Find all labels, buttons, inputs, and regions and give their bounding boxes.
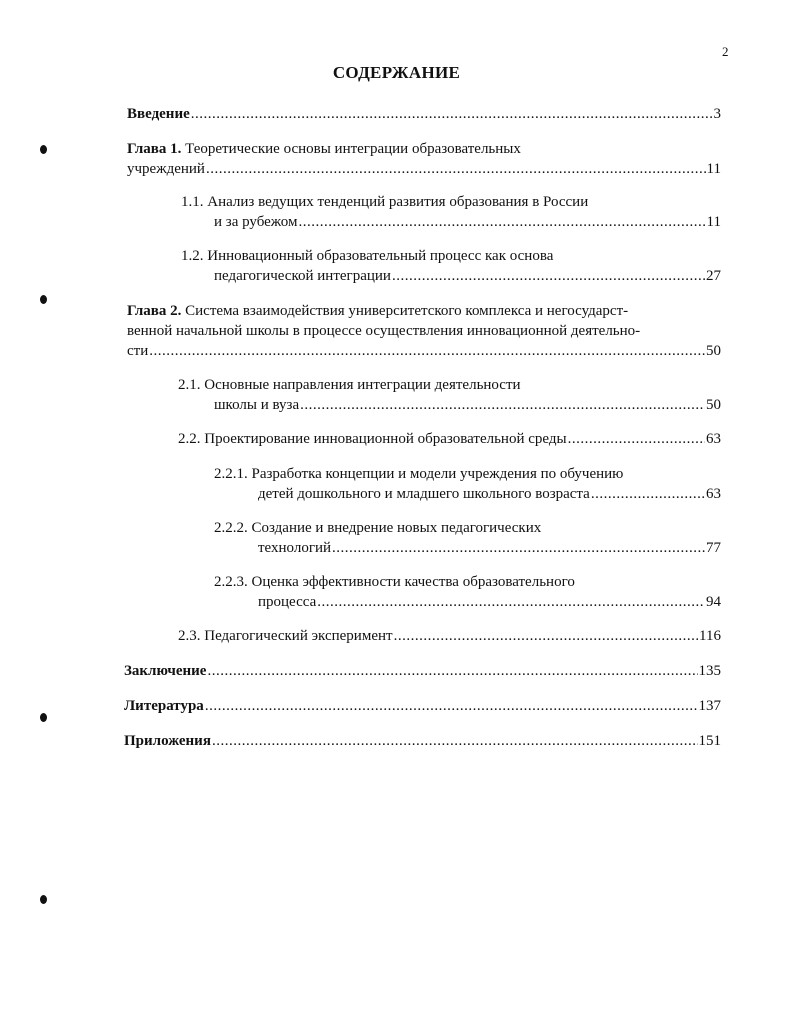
binding-hole-4 [40, 895, 47, 904]
section-2-2-3-page: 94 [706, 594, 721, 610]
section-1-1-line1: 1.1. Анализ ведущих тенденций развития образования в России [181, 194, 589, 210]
section-1-1-line2: и за рубежом [214, 214, 298, 230]
chapter-1-title-line2: учреждений [127, 161, 205, 177]
literature-page: 137 [698, 698, 721, 714]
chapter-1-page: 11 [706, 161, 721, 177]
section-2-2-2-line1: 2.2.2. Создание и внедрение новых педагогических [214, 520, 542, 536]
section-2-1-line2: школы и вуза [214, 397, 300, 413]
toc-intro-label: Введение [127, 106, 190, 122]
section-2-2-title: 2.2. Проектирование инновационной образовательной среды [178, 431, 567, 447]
conclusion-label: Заключение [124, 663, 207, 679]
conclusion-page: 135 [698, 663, 721, 679]
chapter-1-title-line1: Теоретические основы интеграции образовательных [181, 141, 521, 157]
leader-dots [212, 731, 698, 751]
section-2-2-1-line2: детей дошкольного и младшего школьного возраста [258, 486, 590, 502]
chapter-2-title-line1: Система взаимодействия университетского комплекса и негосударст- [181, 303, 629, 319]
section-2-2-2-line2: технологий [258, 540, 332, 556]
section-1-1-page: 11 [706, 214, 721, 230]
leader-dots [317, 592, 705, 612]
appendices-label: Приложения [124, 733, 211, 749]
toc-section-2-3[interactable] [178, 626, 721, 646]
leader-dots [332, 538, 705, 558]
literature-label: Литература [124, 698, 204, 714]
toc-section-2-2-2[interactable] [214, 518, 721, 558]
toc-section-1-2[interactable] [181, 246, 721, 286]
toc-conclusion[interactable] [124, 661, 721, 681]
section-1-2-line1: 1.2. Инновационный образовательный процесс как основа [181, 248, 554, 264]
toc-section-2-2-3[interactable] [214, 572, 721, 612]
section-2-2-3-line2: процесса [258, 594, 317, 610]
chapter-2-label: Глава 2. [127, 303, 182, 319]
section-2-2-1-line1: 2.2.1. Разработка концепции и модели учреждения по обучению [214, 466, 624, 482]
toc-intro-page: 3 [713, 106, 721, 122]
section-2-1-line1: 2.1. Основные направления интеграции деятельности [178, 377, 521, 393]
leader-dots [191, 104, 713, 124]
section-1-2-page: 27 [706, 268, 721, 284]
section-2-1-page: 50 [706, 397, 721, 413]
toc-chapter-1[interactable] [127, 139, 721, 179]
leader-dots [300, 395, 705, 415]
toc-section-1-1[interactable] [181, 192, 721, 232]
leader-dots [394, 626, 698, 646]
leader-dots [392, 266, 705, 286]
binding-hole-3 [40, 713, 47, 722]
leader-dots [568, 429, 705, 449]
leader-dots [591, 484, 705, 504]
section-2-2-3-line1: 2.2.3. Оценка эффективности качества образовательного [214, 574, 575, 590]
section-2-3-page: 116 [699, 628, 721, 644]
section-2-2-page: 63 [706, 431, 721, 447]
leader-dots [206, 159, 706, 179]
toc-chapter-2[interactable] [127, 301, 721, 361]
page-number: 2 [722, 44, 729, 59]
leader-dots [207, 661, 697, 681]
section-2-2-2-page: 77 [706, 540, 721, 556]
leader-dots [149, 341, 705, 361]
toc-intro[interactable] [127, 104, 721, 124]
chapter-2-page: 50 [706, 343, 721, 359]
toc-section-2-2[interactable] [178, 429, 721, 449]
toc-literature[interactable] [124, 696, 721, 716]
binding-hole-2 [40, 295, 47, 304]
leader-dots [299, 212, 706, 232]
toc-section-2-1[interactable] [178, 375, 721, 415]
leader-dots [205, 696, 698, 716]
appendices-page: 151 [698, 733, 721, 749]
page-title: СОДЕРЖАНИЕ [332, 63, 461, 82]
chapter-1-label: Глава 1. [127, 141, 182, 157]
section-2-3-title: 2.3. Педагогический эксперимент [178, 628, 393, 644]
section-2-2-1-page: 63 [706, 486, 721, 502]
toc-appendices[interactable] [124, 731, 721, 751]
toc-section-2-2-1[interactable] [214, 464, 721, 504]
chapter-2-title-line2: венной начальной школы в процессе осуществления инновационной деятельно- [127, 323, 641, 339]
section-1-2-line2: педагогической интеграции [214, 268, 391, 284]
chapter-2-title-line3: сти [127, 343, 149, 359]
binding-hole-1 [40, 145, 47, 154]
